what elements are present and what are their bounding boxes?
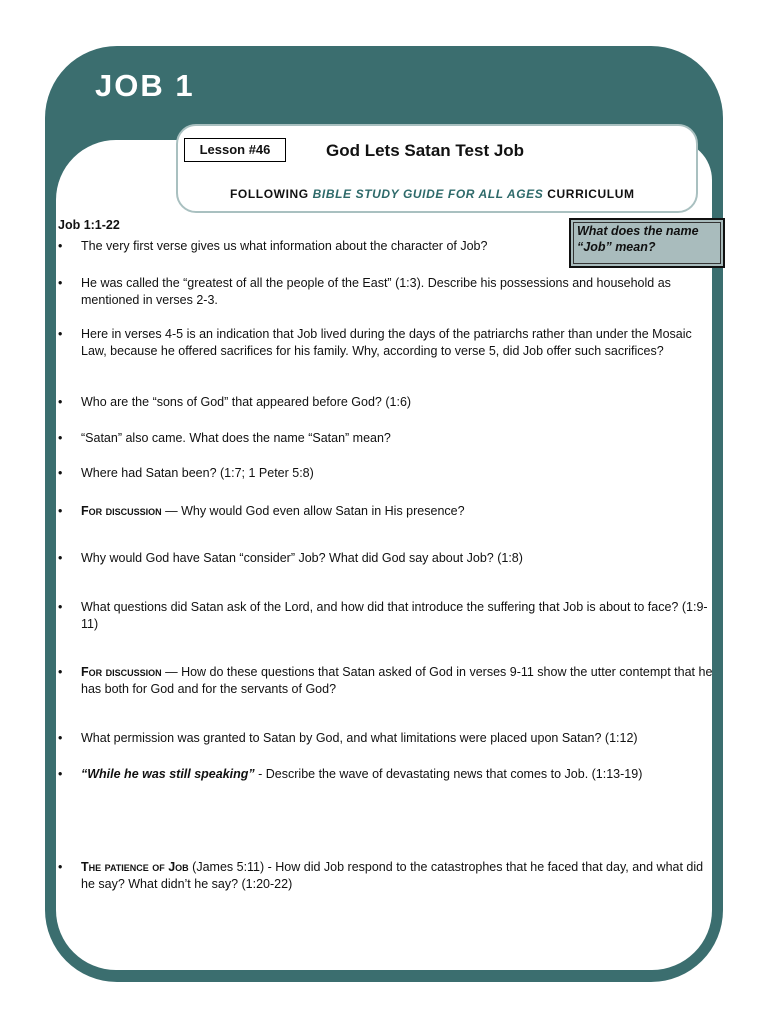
question-item: [58, 238, 716, 255]
question-item: [58, 664, 716, 698]
bullet-icon: •: [58, 665, 63, 679]
question-text: Here in verses 4-5 is an indication that Job lived during the days of the patriarchs rather than under the Mosaic Law, because he offered sacrifices for his family. Why, according to verse 5, did Job offer such sacrifices?: [81, 327, 692, 358]
bullet-icon: •: [58, 504, 63, 518]
curriculum-name: BIBLE STUDY GUIDE FOR ALL AGES: [312, 187, 544, 201]
lesson-number: Lesson #46: [184, 138, 286, 162]
question-text: [81, 664, 716, 698]
bullet-icon: •: [58, 860, 63, 874]
discussion-label: For discussion: [81, 665, 162, 679]
question-body: (James 5:11) - How did Job respond to the catastrophes that he faced that day, and what did he say? What didn’t he say? (1:20-22): [81, 860, 704, 891]
question-item: [58, 326, 716, 360]
question-item: [58, 430, 716, 447]
lesson-title: God Lets Satan Test Job: [326, 141, 525, 160]
question-text: What permission was granted to Satan by God, and what limitations were placed upon Satan? (1:12): [81, 731, 638, 745]
question-text: Who are the “sons of God” that appeared before God? (1:6): [81, 395, 412, 409]
curriculum-line: [230, 187, 635, 201]
question-text: [81, 503, 716, 520]
curriculum-prefix: FOLLOWING: [230, 187, 313, 201]
question-item: [58, 550, 716, 567]
question-body: - Describe the wave of devastating news that comes to Job. (1:13-19): [254, 767, 643, 781]
patience-label: The patience of Job: [81, 860, 189, 874]
question-item: [58, 730, 716, 747]
curriculum-suffix: CURRICULUM: [543, 187, 635, 201]
discussion-label: For discussion: [81, 504, 162, 518]
bullet-icon: •: [58, 276, 63, 290]
passage-reference: Job 1:1-22: [58, 218, 120, 232]
bullet-icon: •: [58, 600, 63, 614]
question-item: [58, 859, 716, 893]
chapter-title: JOB 1: [95, 68, 195, 103]
question-body: — How do these questions that Satan asked of God in verses 9-11 show the utter contempt that he has both for God and for the servants of God?: [81, 665, 713, 696]
question-text: The very first verse gives us what information about the character of Job?: [81, 239, 488, 253]
bullet-icon: •: [58, 767, 63, 781]
question-item: [58, 394, 716, 411]
question-text: Why would God have Satan “consider” Job? What did God say about Job? (1:8): [81, 551, 523, 565]
question-text: “Satan” also came. What does the name “Satan” mean?: [81, 431, 391, 445]
bullet-icon: •: [58, 551, 63, 565]
question-text: [81, 859, 716, 893]
bullet-icon: •: [58, 731, 63, 745]
question-body: — Why would God even allow Satan in His presence?: [161, 504, 465, 518]
question-text: What questions did Satan ask of the Lord, and how did that introduce the suffering that Job is about to face? (1:9-11): [81, 600, 708, 631]
bullet-icon: •: [58, 431, 63, 445]
question-item: [58, 766, 716, 783]
question-text: He was called the “greatest of all the people of the East” (1:3). Describe his possessions and household as mentioned in verses 2-3.: [81, 276, 671, 307]
bullet-icon: •: [58, 395, 63, 409]
question-item: [58, 503, 716, 520]
bullet-icon: •: [58, 327, 63, 341]
sidebar-note: What does the name “Job” mean?: [569, 218, 725, 268]
bullet-icon: •: [58, 466, 63, 480]
question-text: [81, 766, 716, 783]
question-item: [58, 599, 716, 633]
quote-label: “While he was still speaking”: [81, 767, 255, 781]
question-text: Where had Satan been? (1:7; 1 Peter 5:8): [81, 466, 314, 480]
bullet-icon: •: [58, 239, 63, 253]
question-item: [58, 465, 716, 482]
question-item: [58, 275, 716, 309]
